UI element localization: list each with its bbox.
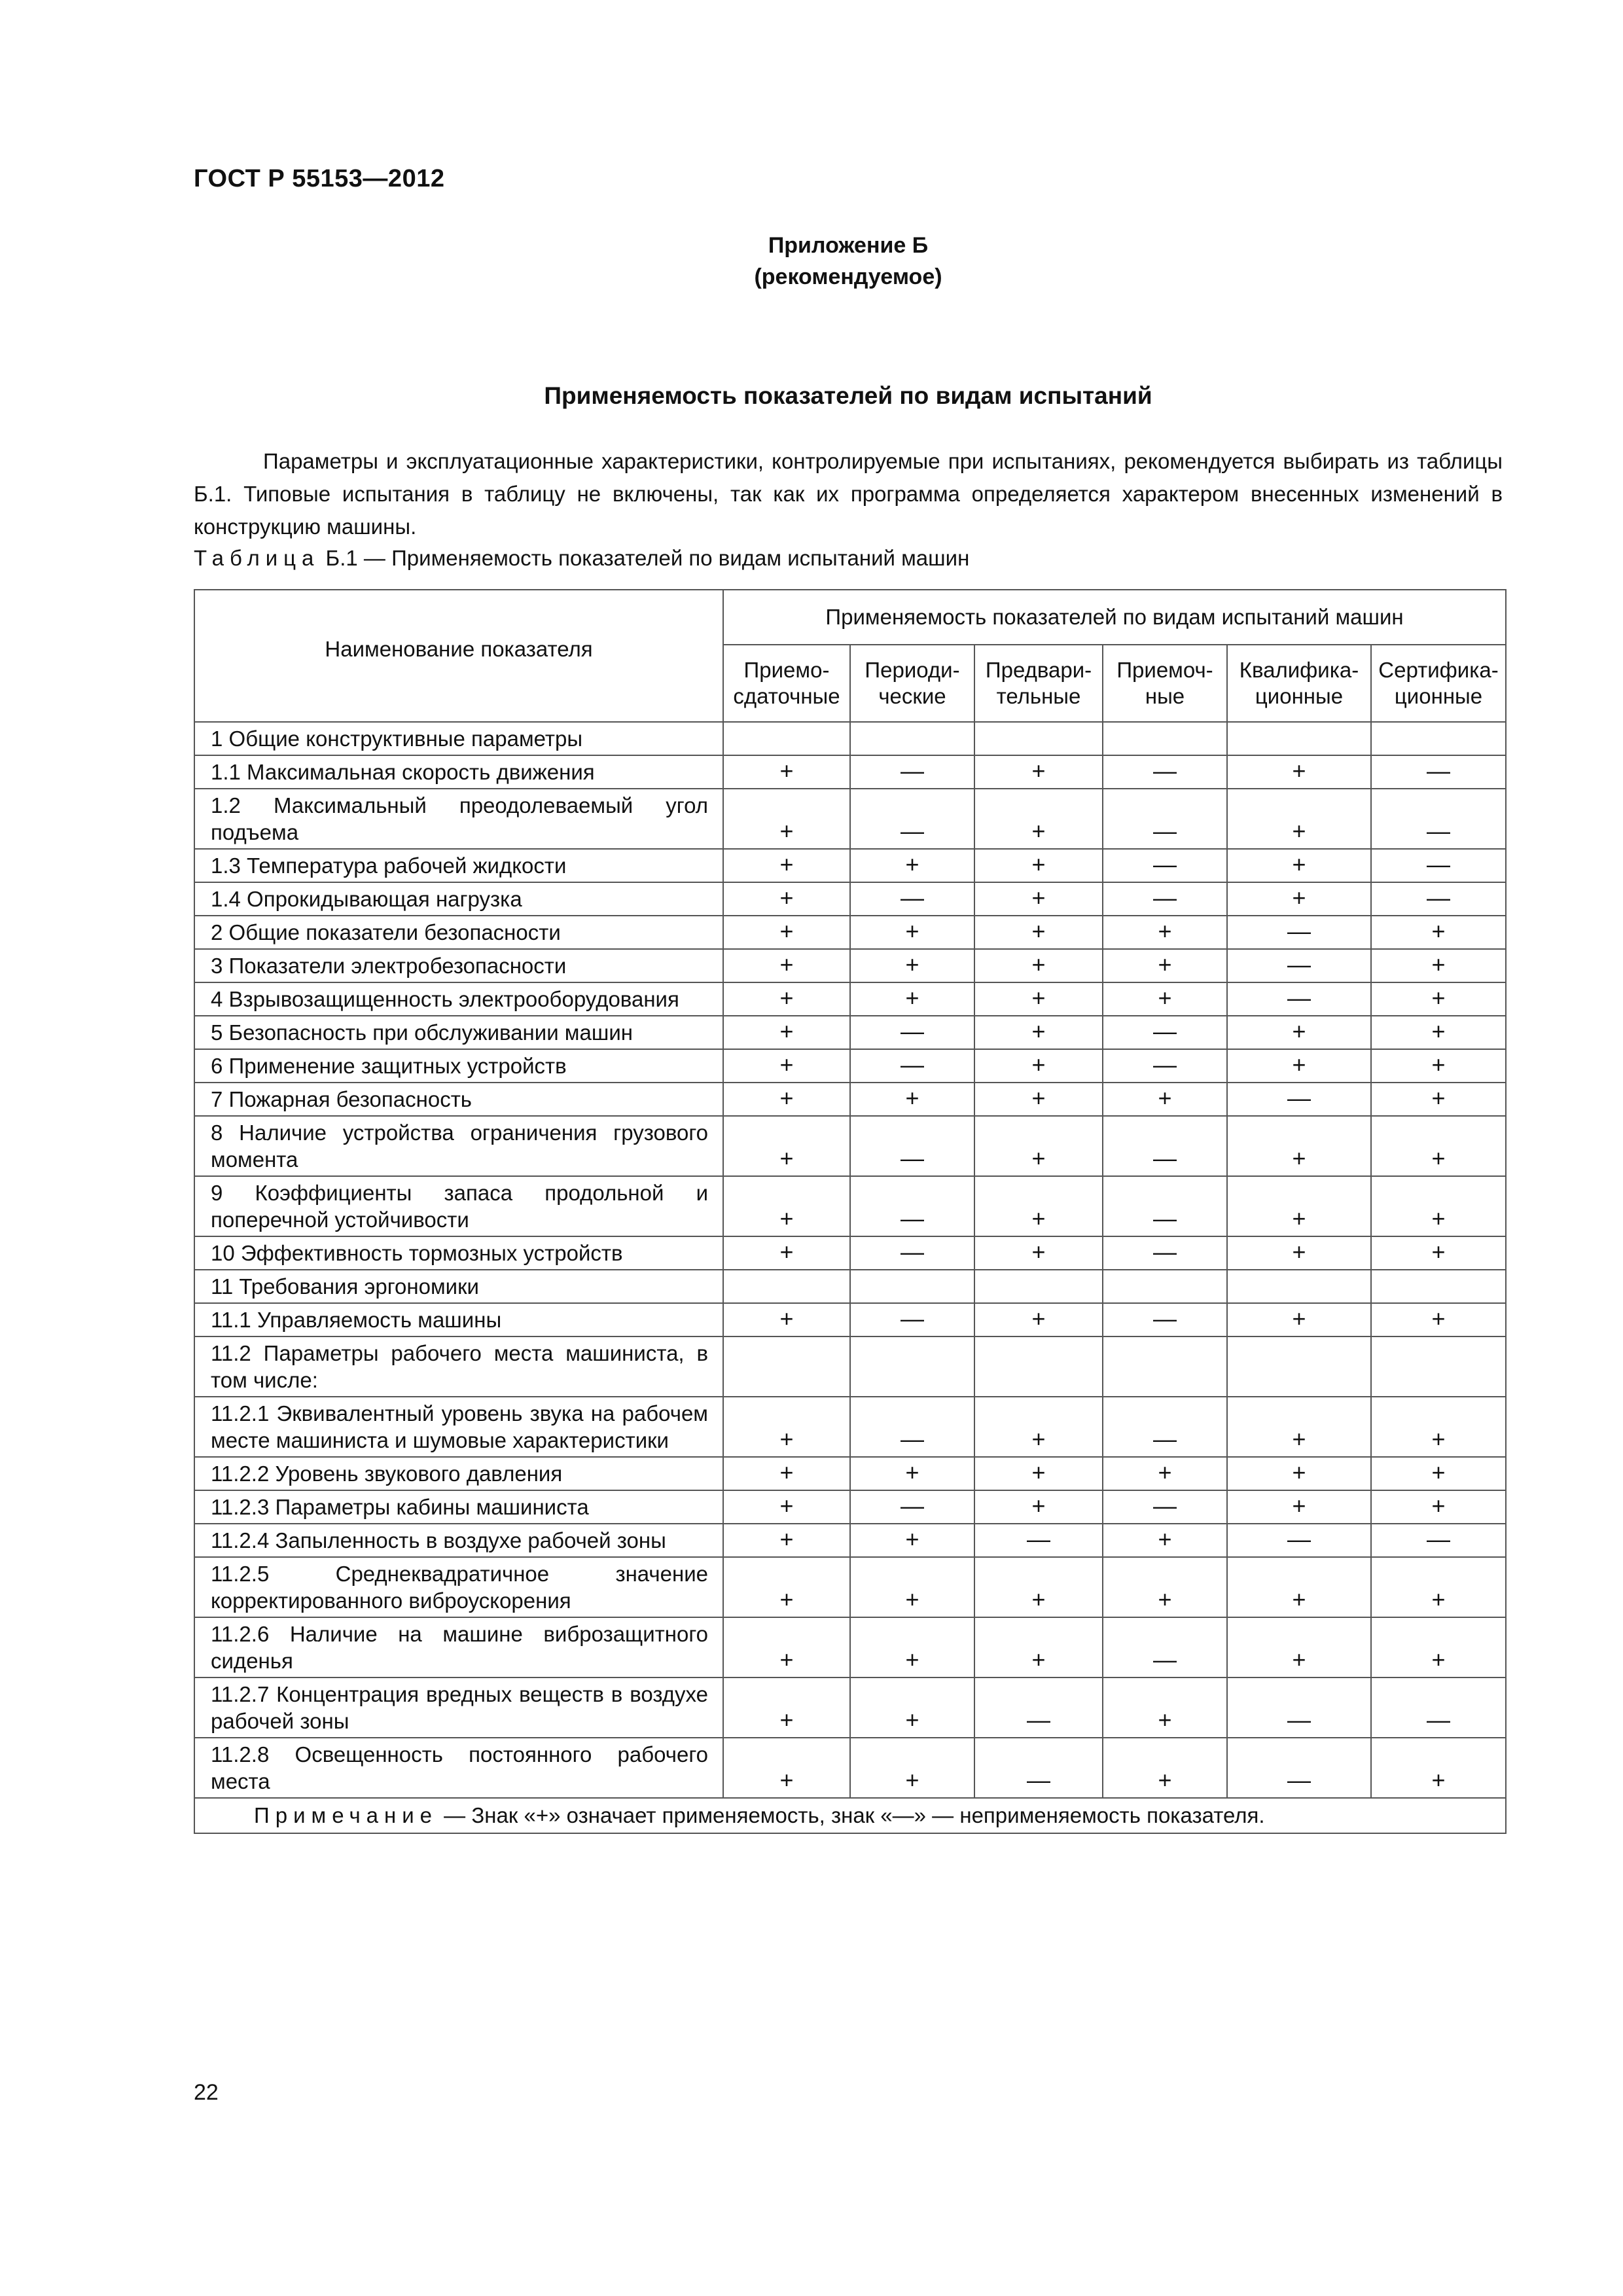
applicability-mark: + bbox=[723, 755, 850, 789]
applicability-mark: + bbox=[1227, 1016, 1371, 1049]
column-header-test-type: Квалифика- ционные bbox=[1227, 645, 1371, 722]
applicability-mark: + bbox=[723, 1557, 850, 1617]
applicability-mark: — bbox=[850, 789, 974, 849]
applicability-mark: + bbox=[723, 1083, 850, 1116]
applicability-mark: + bbox=[723, 1176, 850, 1236]
applicability-mark: — bbox=[1371, 1524, 1506, 1557]
applicability-mark: — bbox=[1227, 916, 1371, 949]
indicator-name: 4 Взрывозащищенность электрооборудования bbox=[194, 982, 723, 1016]
applicability-mark: — bbox=[1371, 789, 1506, 849]
applicability-mark: + bbox=[850, 916, 974, 949]
indicator-name: 1.1 Максимальная скорость движения bbox=[194, 755, 723, 789]
applicability-mark: + bbox=[1371, 1617, 1506, 1677]
table-row bbox=[194, 916, 1506, 949]
applicability-mark: + bbox=[723, 1049, 850, 1083]
indicator-name: 11.2.8 Освещенность постоянного рабочего места bbox=[194, 1738, 723, 1798]
section-title: Применяемость показателей по видам испытаний bbox=[544, 382, 1152, 409]
indicator-name: 1 Общие конструктивные параметры bbox=[194, 722, 723, 755]
intro-paragraph: Параметры и эксплуатационные характеристики, контролируемые при испытаниях, рекомендуется выбирать из таблицы Б.1. Типовые испытания в таблицу не включены, так как их программа определяется характером внесенных изменений в конструкцию машины. bbox=[194, 449, 1503, 539]
table-row bbox=[194, 1738, 1506, 1798]
applicability-mark: + bbox=[850, 1524, 974, 1557]
indicator-name: 9 Коэффициенты запаса продольной и поперечной устойчивости bbox=[194, 1176, 723, 1236]
applicability-mark: — bbox=[974, 1738, 1103, 1798]
applicability-mark: + bbox=[974, 1049, 1103, 1083]
table-row bbox=[194, 1457, 1506, 1490]
indicator-name: 11.2.7 Концентрация вредных веществ в воздухе рабочей зоны bbox=[194, 1677, 723, 1738]
applicability-mark: + bbox=[974, 1617, 1103, 1677]
applicability-mark: — bbox=[974, 1524, 1103, 1557]
applicability-mark: + bbox=[1371, 1176, 1506, 1236]
applicability-mark: + bbox=[974, 1397, 1103, 1457]
applicability-mark: + bbox=[974, 1016, 1103, 1049]
applicability-mark: + bbox=[723, 789, 850, 849]
applicability-mark: — bbox=[850, 1116, 974, 1176]
applicability-mark bbox=[723, 1270, 850, 1303]
applicability-mark bbox=[1371, 1336, 1506, 1397]
applicability-mark: + bbox=[850, 1083, 974, 1116]
applicability-mark: + bbox=[723, 1016, 850, 1049]
table-row bbox=[194, 1617, 1506, 1677]
indicator-name: 1.3 Температура рабочей жидкости bbox=[194, 849, 723, 882]
applicability-mark bbox=[974, 722, 1103, 755]
applicability-mark bbox=[1371, 722, 1506, 755]
applicability-mark: + bbox=[1227, 882, 1371, 916]
applicability-mark: + bbox=[1371, 1457, 1506, 1490]
applicability-mark bbox=[1227, 1336, 1371, 1397]
table-row bbox=[194, 949, 1506, 982]
applicability-mark: + bbox=[974, 1176, 1103, 1236]
applicability-mark: — bbox=[1103, 755, 1227, 789]
applicability-mark: + bbox=[1103, 1557, 1227, 1617]
applicability-mark: — bbox=[1371, 849, 1506, 882]
applicability-mark: + bbox=[1227, 1236, 1371, 1270]
table-row bbox=[194, 1524, 1506, 1557]
applicability-mark: + bbox=[850, 1557, 974, 1617]
applicability-mark: + bbox=[723, 982, 850, 1016]
applicability-mark: + bbox=[974, 849, 1103, 882]
table-caption-label: Таблица bbox=[194, 546, 320, 570]
applicability-mark bbox=[974, 1270, 1103, 1303]
applicability-mark: — bbox=[1371, 882, 1506, 916]
applicability-mark: + bbox=[1227, 849, 1371, 882]
applicability-mark: — bbox=[1227, 1738, 1371, 1798]
table-row bbox=[194, 1490, 1506, 1524]
applicability-mark: + bbox=[1227, 755, 1371, 789]
applicability-mark: + bbox=[1371, 916, 1506, 949]
applicability-mark: — bbox=[1227, 949, 1371, 982]
applicability-mark: — bbox=[1103, 1116, 1227, 1176]
applicability-mark bbox=[1103, 1270, 1227, 1303]
table-row bbox=[194, 1677, 1506, 1738]
applicability-mark: + bbox=[1371, 1490, 1506, 1524]
applicability-mark: + bbox=[1227, 1049, 1371, 1083]
applicability-mark: + bbox=[850, 949, 974, 982]
applicability-mark: + bbox=[723, 882, 850, 916]
applicability-mark bbox=[1103, 722, 1227, 755]
applicability-mark bbox=[1371, 1270, 1506, 1303]
applicability-mark: + bbox=[1103, 1524, 1227, 1557]
applicability-mark: + bbox=[850, 1677, 974, 1738]
applicability-mark: + bbox=[974, 982, 1103, 1016]
applicability-mark: + bbox=[1103, 1083, 1227, 1116]
applicability-mark: + bbox=[1103, 916, 1227, 949]
table-note-label: Примечание bbox=[254, 1803, 438, 1827]
table-caption-text: Б.1 — Применяемость показателей по видам испытаний машин bbox=[319, 546, 970, 570]
applicability-mark: + bbox=[1371, 1116, 1506, 1176]
applicability-mark: + bbox=[1103, 1738, 1227, 1798]
applicability-mark: + bbox=[1227, 1116, 1371, 1176]
indicator-name: 10 Эффективность тормозных устройств bbox=[194, 1236, 723, 1270]
table-row bbox=[194, 1116, 1506, 1176]
table-row bbox=[194, 1336, 1506, 1397]
applicability-mark: — bbox=[1371, 1677, 1506, 1738]
applicability-mark: + bbox=[974, 882, 1103, 916]
applicability-mark: + bbox=[723, 1236, 850, 1270]
applicability-mark bbox=[1103, 1336, 1227, 1397]
applicability-mark: — bbox=[1103, 882, 1227, 916]
applicability-mark bbox=[850, 722, 974, 755]
table-row bbox=[194, 1557, 1506, 1617]
indicator-name: 11.2.3 Параметры кабины машиниста bbox=[194, 1490, 723, 1524]
applicability-mark: — bbox=[974, 1677, 1103, 1738]
table-row bbox=[194, 722, 1506, 755]
table-caption bbox=[194, 546, 969, 571]
table-row bbox=[194, 1303, 1506, 1336]
indicator-name: 11.2.6 Наличие на машине виброзащитного сиденья bbox=[194, 1617, 723, 1677]
applicability-mark: + bbox=[1227, 1397, 1371, 1457]
page-number: 22 bbox=[194, 2080, 219, 2105]
applicability-mark bbox=[723, 1336, 850, 1397]
applicability-mark: — bbox=[850, 1490, 974, 1524]
applicability-mark: + bbox=[974, 1457, 1103, 1490]
appendix-kind: (рекомендуемое) bbox=[754, 264, 942, 289]
applicability-mark: + bbox=[850, 1457, 974, 1490]
indicator-name: 11.2.5 Среднеквадратичное значение корректированного виброускорения bbox=[194, 1557, 723, 1617]
applicability-mark: + bbox=[1103, 1457, 1227, 1490]
table-row bbox=[194, 982, 1506, 1016]
applicability-mark: + bbox=[723, 1116, 850, 1176]
table-row bbox=[194, 882, 1506, 916]
table-row bbox=[194, 1176, 1506, 1236]
applicability-mark: + bbox=[723, 1677, 850, 1738]
indicator-name: 11 Требования эргономики bbox=[194, 1270, 723, 1303]
indicator-name: 1.4 Опрокидывающая нагрузка bbox=[194, 882, 723, 916]
table-row bbox=[194, 1083, 1506, 1116]
applicability-mark: — bbox=[1103, 849, 1227, 882]
indicator-name: 11.2.4 Запыленность в воздухе рабочей зоны bbox=[194, 1524, 723, 1557]
applicability-mark: + bbox=[974, 789, 1103, 849]
applicability-mark: — bbox=[1103, 1303, 1227, 1336]
applicability-mark: — bbox=[850, 1176, 974, 1236]
applicability-mark: + bbox=[1227, 1457, 1371, 1490]
document-code: ГОСТ Р 55153—2012 bbox=[194, 165, 445, 192]
indicator-name: 11.1 Управляемость машины bbox=[194, 1303, 723, 1336]
applicability-mark: — bbox=[1227, 982, 1371, 1016]
applicability-mark: — bbox=[850, 882, 974, 916]
applicability-mark: — bbox=[1227, 1083, 1371, 1116]
applicability-mark: — bbox=[1103, 1176, 1227, 1236]
table-row bbox=[194, 1236, 1506, 1270]
applicability-mark: + bbox=[850, 849, 974, 882]
applicability-mark: + bbox=[1227, 1490, 1371, 1524]
applicability-mark: + bbox=[1371, 1236, 1506, 1270]
appendix-title: Приложение Б bbox=[768, 233, 929, 258]
indicator-name: 1.2 Максимальный преодолеваемый угол подъема bbox=[194, 789, 723, 849]
table-row bbox=[194, 1397, 1506, 1457]
table-row bbox=[194, 1016, 1506, 1049]
applicability-mark: — bbox=[1371, 755, 1506, 789]
applicability-mark: — bbox=[1103, 789, 1227, 849]
indicator-name: 3 Показатели электробезопасности bbox=[194, 949, 723, 982]
applicability-table bbox=[194, 589, 1507, 1834]
applicability-mark: + bbox=[723, 1617, 850, 1677]
applicability-mark: + bbox=[1371, 982, 1506, 1016]
table-row bbox=[194, 755, 1506, 789]
applicability-mark: — bbox=[1103, 1617, 1227, 1677]
applicability-mark: + bbox=[1371, 1049, 1506, 1083]
applicability-mark: + bbox=[1371, 1557, 1506, 1617]
applicability-mark: — bbox=[850, 1397, 974, 1457]
applicability-mark: + bbox=[1371, 1083, 1506, 1116]
applicability-mark: + bbox=[723, 1738, 850, 1798]
indicator-name: 5 Безопасность при обслуживании машин bbox=[194, 1016, 723, 1049]
table-row bbox=[194, 1270, 1506, 1303]
applicability-mark: + bbox=[1371, 1303, 1506, 1336]
applicability-mark: + bbox=[723, 916, 850, 949]
applicability-mark bbox=[974, 1336, 1103, 1397]
column-header-name: Наименование показателя bbox=[194, 590, 723, 722]
applicability-mark: + bbox=[1371, 1397, 1506, 1457]
applicability-mark: — bbox=[850, 1049, 974, 1083]
applicability-mark: + bbox=[1227, 1557, 1371, 1617]
indicator-name: 11.2 Параметры рабочего места машиниста, в том числе: bbox=[194, 1336, 723, 1397]
table-note bbox=[194, 1798, 1506, 1833]
applicability-mark: + bbox=[974, 1303, 1103, 1336]
table-row bbox=[194, 789, 1506, 849]
applicability-mark: + bbox=[1103, 1677, 1227, 1738]
applicability-mark: + bbox=[974, 1236, 1103, 1270]
indicator-name: 6 Применение защитных устройств bbox=[194, 1049, 723, 1083]
applicability-mark: — bbox=[1103, 1397, 1227, 1457]
applicability-mark bbox=[1227, 722, 1371, 755]
applicability-mark bbox=[850, 1270, 974, 1303]
applicability-mark: — bbox=[1103, 1236, 1227, 1270]
table-row bbox=[194, 1049, 1506, 1083]
table-row bbox=[194, 849, 1506, 882]
applicability-mark: + bbox=[723, 1490, 850, 1524]
table-note-text: — Знак «+» означает применяемость, знак «—» — неприменяемость показателя. bbox=[438, 1803, 1265, 1827]
applicability-mark: + bbox=[723, 1457, 850, 1490]
column-header-group: Применяемость показателей по видам испытаний машин bbox=[723, 590, 1506, 645]
column-header-test-type: Периоди- ческие bbox=[850, 645, 974, 722]
column-header-test-type: Предвари- тельные bbox=[974, 645, 1103, 722]
applicability-mark: + bbox=[850, 982, 974, 1016]
indicator-name: 11.2.2 Уровень звукового давления bbox=[194, 1457, 723, 1490]
applicability-mark: + bbox=[974, 1116, 1103, 1176]
applicability-mark: + bbox=[974, 916, 1103, 949]
applicability-mark: + bbox=[1103, 949, 1227, 982]
applicability-mark: + bbox=[1227, 1303, 1371, 1336]
applicability-mark: + bbox=[1227, 1617, 1371, 1677]
applicability-mark: + bbox=[1371, 1738, 1506, 1798]
applicability-mark: + bbox=[723, 1303, 850, 1336]
applicability-mark: + bbox=[723, 949, 850, 982]
column-header-test-type: Сертифика- ционные bbox=[1371, 645, 1506, 722]
applicability-mark bbox=[1227, 1270, 1371, 1303]
applicability-mark: — bbox=[1103, 1016, 1227, 1049]
applicability-mark: — bbox=[850, 1303, 974, 1336]
applicability-mark: — bbox=[1227, 1524, 1371, 1557]
applicability-mark: + bbox=[723, 849, 850, 882]
indicator-name: 8 Наличие устройства ограничения грузового момента bbox=[194, 1116, 723, 1176]
indicator-name: 11.2.1 Эквивалентный уровень звука на рабочем месте машиниста и шумовые характеристики bbox=[194, 1397, 723, 1457]
applicability-mark: + bbox=[1103, 982, 1227, 1016]
applicability-mark: + bbox=[723, 1397, 850, 1457]
applicability-mark: + bbox=[723, 1524, 850, 1557]
applicability-mark: + bbox=[974, 755, 1103, 789]
applicability-mark bbox=[850, 1336, 974, 1397]
applicability-mark: + bbox=[974, 1490, 1103, 1524]
applicability-mark: + bbox=[1227, 789, 1371, 849]
applicability-mark: — bbox=[850, 755, 974, 789]
applicability-mark: — bbox=[850, 1016, 974, 1049]
applicability-mark: + bbox=[850, 1617, 974, 1677]
indicator-name: 7 Пожарная безопасность bbox=[194, 1083, 723, 1116]
applicability-mark: — bbox=[1103, 1049, 1227, 1083]
applicability-mark: + bbox=[1371, 949, 1506, 982]
applicability-mark: + bbox=[1227, 1176, 1371, 1236]
applicability-mark: — bbox=[1103, 1490, 1227, 1524]
indicator-name: 2 Общие показатели безопасности bbox=[194, 916, 723, 949]
applicability-mark: + bbox=[974, 1557, 1103, 1617]
applicability-mark: + bbox=[974, 1083, 1103, 1116]
applicability-mark bbox=[723, 722, 850, 755]
column-header-test-type: Приемо- сдаточные bbox=[723, 645, 850, 722]
applicability-mark: + bbox=[1371, 1016, 1506, 1049]
applicability-mark: — bbox=[1227, 1677, 1371, 1738]
applicability-mark: — bbox=[850, 1236, 974, 1270]
applicability-mark: + bbox=[850, 1738, 974, 1798]
applicability-mark: + bbox=[974, 949, 1103, 982]
column-header-test-type: Приемоч- ные bbox=[1103, 645, 1227, 722]
